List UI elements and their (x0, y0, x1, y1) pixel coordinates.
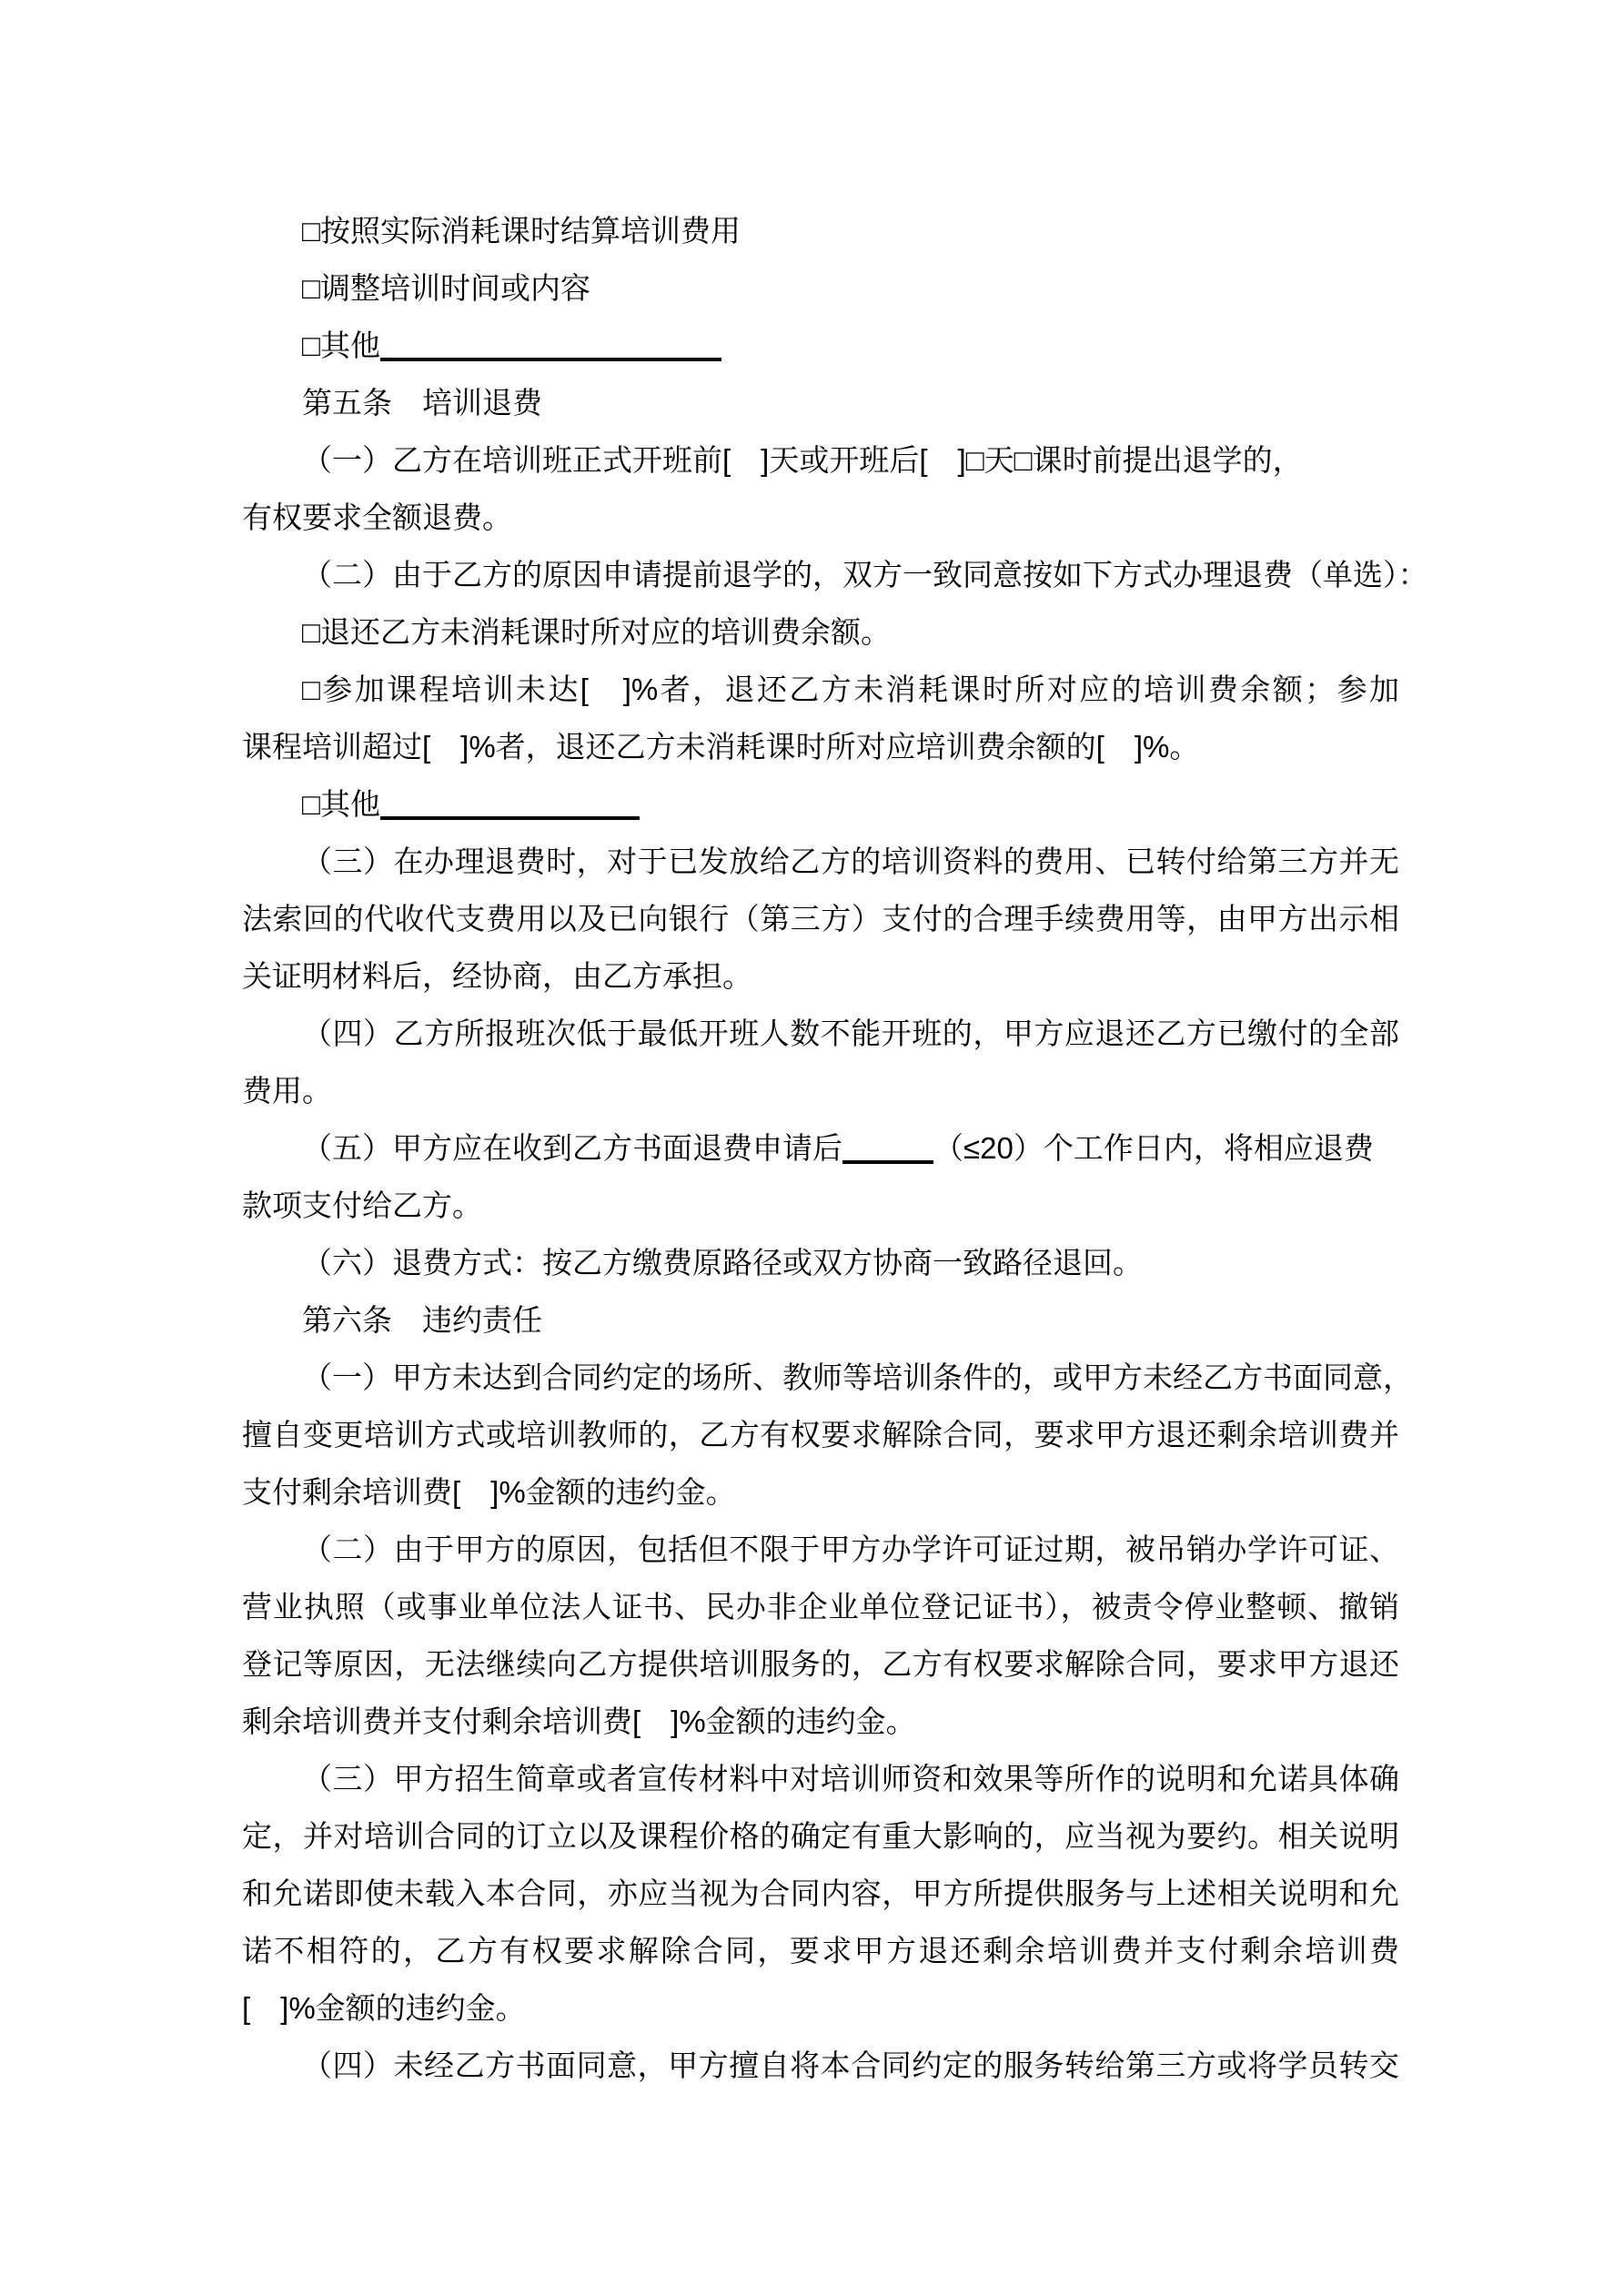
clause-5-4-line-2 (242, 1062, 1399, 1119)
text-run: （二）由于乙方的原因申请提前退学的，双方一致同意按如下方式办理退费（单选）： (302, 558, 1428, 592)
text-run: （四）乙方所报班次低于最低开班人数不能开班的，甲方应退还乙方已缴付的全部 (302, 1017, 1399, 1050)
text-run: 法索回的代收代支费用以及已向银行（第三方）支付的合理手续费用等，由甲方出示相 (242, 902, 1399, 936)
text-run: （一）甲方未达到合同约定的场所、教师等培训条件的，或甲方未经乙方书面同意， (302, 1360, 1413, 1394)
clause-6-2-line-4 (242, 1693, 1399, 1750)
clause-6-2-line-3 (242, 1635, 1399, 1693)
text-run: （≤20）个工作日内，将相应退费 (933, 1131, 1374, 1165)
text-run: 营业执照（或事业单位法人证书、民办非企业单位登记证书），被责令停业整顿、撤销 (242, 1590, 1399, 1623)
checkbox-icon[interactable]: □ (302, 214, 320, 248)
blank-field[interactable] (380, 328, 721, 361)
text-run: 课时前提出退学的， (1032, 443, 1303, 477)
blank-field[interactable] (842, 1130, 933, 1164)
text-run: 退还乙方未消耗课时所对应的培训费余额。 (319, 615, 891, 649)
text-run: 定，并对培训合同的订立以及课程价格的确定有重大影响的，应当视为要约。相关说明 (242, 1819, 1399, 1853)
clause-6-4-line-1 (242, 2037, 1399, 2094)
option-settle-by-consumed-hours (242, 202, 1399, 259)
clause-6-2-line-1 (242, 1521, 1399, 1578)
text-run: 课程培训超过[ ]%者，退还乙方未消耗课时所对应培训费余额的[ ]%。 (242, 730, 1200, 764)
text-run: 登记等原因，无法继续向乙方提供培训服务的，乙方有权要求解除合同，要求甲方退还 (242, 1647, 1399, 1681)
text-run: 其他 (319, 787, 380, 821)
text-run: （四）未经乙方书面同意，甲方擅自将本合同约定的服务转给第三方或将学员转交 (302, 2048, 1399, 2082)
checkbox-icon[interactable]: □ (302, 787, 320, 821)
checkbox-icon[interactable]: □ (302, 271, 320, 305)
text-run: 按照实际消耗课时结算培训费用 (319, 214, 741, 248)
article-6-heading (242, 1291, 1399, 1349)
clause-6-1-line-2 (242, 1406, 1399, 1463)
option-refund-by-attendance-line-1 (242, 661, 1399, 718)
clause-6-3-line-5 (242, 1979, 1399, 2037)
text-run: （一）乙方在培训班正式开班前[ ]天或开班后[ ] (302, 443, 966, 477)
text-run: 擅自变更培训方式或培训教师的，乙方有权要求解除合同，要求甲方退还剩余培训费并 (242, 1418, 1399, 1451)
text-run: 剩余培训费并支付剩余培训费[ ]%金额的违约金。 (242, 1704, 916, 1738)
option-refund-remaining-balance (242, 603, 1399, 661)
clause-5-1-line-1 (242, 431, 1399, 489)
option-other-1 (242, 317, 1399, 374)
text-run: （六）退费方式：按乙方缴费原路径或双方协商一致路径退回。 (302, 1246, 1143, 1279)
text-run: 调整培训时间或内容 (319, 271, 590, 305)
checkbox-icon[interactable]: □ (302, 673, 323, 706)
text-run: 关证明材料后，经协商，由乙方承担。 (242, 959, 752, 993)
clause-5-3-line-1 (242, 833, 1399, 890)
clause-5-3-line-3 (242, 947, 1399, 1005)
text-run: 参加课程培训未达[ ]%者，退还乙方未消耗课时所对应的培训费余额；参加 (322, 673, 1399, 706)
clause-6-3-line-3 (242, 1865, 1399, 1922)
text-run: 第五条 培训退费 (302, 386, 542, 420)
text-run: （二）由于甲方的原因，包括但不限于甲方办学许可证过期，被吊销办学许可证、 (302, 1532, 1399, 1566)
text-run: 天 (983, 443, 1014, 477)
text-run: （五）甲方应在收到乙方书面退费申请后 (302, 1131, 842, 1165)
option-other-2 (242, 775, 1399, 833)
clause-6-2-line-2 (242, 1578, 1399, 1635)
text-run: （三）甲方招生简章或者宣传材料中对培训师资和效果等所作的说明和允诺具体确 (302, 1762, 1399, 1795)
article-5-heading (242, 374, 1399, 431)
text-run: 支付剩余培训费[ ]%金额的违约金。 (242, 1475, 736, 1509)
checkbox-icon[interactable]: □ (302, 329, 320, 362)
text-run: 有权要求全额退费。 (242, 501, 512, 534)
checkbox-icon[interactable]: □ (965, 443, 984, 477)
text-run: 诺不相符的，乙方有权要求解除合同，要求甲方退还剩余培训费并支付剩余培训费 (242, 1934, 1399, 1967)
clause-5-3-line-2 (242, 890, 1399, 947)
clause-6-3-line-4 (242, 1922, 1399, 1979)
option-refund-by-attendance-line-2 (242, 718, 1399, 775)
checkbox-icon[interactable]: □ (1014, 443, 1033, 477)
text-run: （三）在办理退费时，对于已发放给乙方的培训资料的费用、已转付给第三方并无 (302, 845, 1399, 878)
checkbox-icon[interactable]: □ (302, 615, 320, 649)
clause-6-1-line-1 (242, 1349, 1413, 1406)
clause-5-2-line-1 (242, 546, 1428, 603)
text-run: 款项支付给乙方。 (242, 1188, 482, 1222)
clause-6-3-line-2 (242, 1807, 1399, 1865)
clause-6-1-line-3 (242, 1463, 1399, 1521)
blank-field[interactable] (380, 786, 640, 820)
clause-5-4-line-1 (242, 1005, 1399, 1062)
text-run: [ ]%金额的违约金。 (242, 1991, 526, 2025)
clause-5-5-line-2 (242, 1177, 1399, 1234)
option-adjust-training-time-or-content (242, 259, 1399, 317)
document-body (242, 202, 1428, 2094)
text-run: 费用。 (242, 1074, 332, 1108)
clause-5-6 (242, 1234, 1399, 1291)
text-run: 和允诺即使未载入本合同，亦应当视为合同内容，甲方所提供服务与上述相关说明和允 (242, 1876, 1399, 1910)
clause-6-3-line-1 (242, 1750, 1399, 1807)
clause-5-1-line-2 (242, 489, 1399, 546)
clause-5-5-line-1 (242, 1119, 1399, 1177)
text-run: 第六条 违约责任 (302, 1303, 542, 1337)
text-run: 其他 (319, 329, 380, 362)
